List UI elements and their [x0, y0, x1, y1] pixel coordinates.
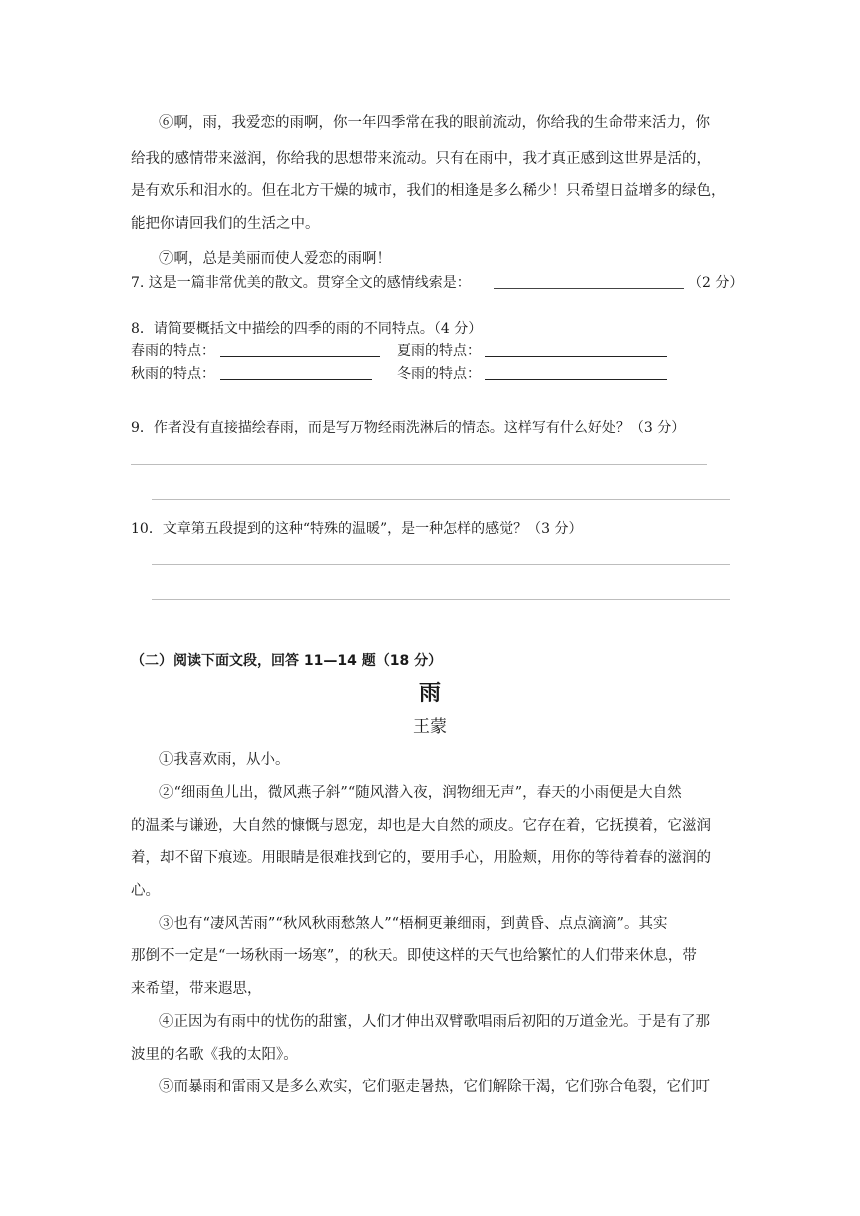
article-para1: ①我喜欢雨，从小。: [159, 752, 290, 768]
article-para3-line2: 那倒不一定是“一场秋雨一场寒”，的秋天。即使这样的天气也给繁忙的人们带来休息，带: [131, 948, 697, 964]
article-title: 雨: [418, 681, 441, 706]
article-para3-line1: ③也有“凄风苦雨”“秋风秋雨愁煞人”“梧桐更兼细雨，到黄昏、点点滴滴”。其实: [159, 916, 668, 932]
question-8: 8．请简要概括文中描绘的四季的雨的不同特点。（4 分）: [131, 321, 483, 337]
spring-rain-label: 春雨的特点：: [131, 343, 215, 359]
spring-rain-answer-line[interactable]: [220, 356, 380, 357]
para6-line4: 能把你请回我们的生活之中。: [131, 216, 320, 232]
question-9-answer-line-2[interactable]: [152, 499, 730, 500]
question-10-answer-line-2[interactable]: [152, 599, 730, 600]
question-7: [131, 272, 471, 292]
question-9-answer-line-1[interactable]: [131, 464, 707, 465]
question-7-answer-line[interactable]: [494, 288, 684, 289]
section-2-heading: （二）阅读下面文段，回答 11—14 题（18 分）: [131, 653, 443, 669]
winter-rain-answer-line[interactable]: [485, 379, 667, 380]
article-author: 王蒙: [413, 717, 447, 737]
para6-line3: 是有欢乐和泪水的。但在北方干燥的城市，我们的相逢是多么稀少！只希望日益增多的绿色，: [131, 183, 726, 199]
question-10: 10．文章第五段提到的这种“特殊的温暖”，是一种怎样的感觉？（3 分）: [131, 521, 583, 537]
article-para5-line1: ⑤而暴雨和雷雨又是多么欢实，它们驱走暑热，它们解除干渴，它们弥合龟裂，它们叮: [159, 1079, 710, 1095]
question-7-score: （2 分）: [688, 275, 744, 291]
autumn-rain-label: 秋雨的特点：: [131, 366, 215, 382]
question-9: 9．作者没有直接描绘春雨，而是写万物经雨洗淋后的情态。这样写有什么好处？（3 分）: [131, 420, 686, 436]
question-7-text: 7. 这是一篇非常优美的散文。贯穿全文的感情线索是：: [131, 275, 471, 291]
winter-rain-label: 冬雨的特点：: [397, 366, 481, 382]
summer-rain-answer-line[interactable]: [485, 356, 667, 357]
para7-line: ⑦啊，总是美丽而使人爱恋的雨啊！: [159, 251, 391, 267]
summer-rain-label: 夏雨的特点：: [397, 343, 481, 359]
article-para2-line2: 的温柔与谦逊，大自然的慷慨与恩宠，却也是大自然的顽皮。它存在着，它抚摸着，它滋润: [131, 818, 711, 834]
para6-line2: 给我的感情带来滋润，你给我的思想带来流动。只有在雨中，我才真正感到这世界是活的，: [131, 151, 711, 167]
question-10-answer-line-1[interactable]: [152, 564, 730, 565]
article-para2-line1: ②“细雨鱼儿出，微风燕子斜”“随风潜入夜，润物细无声”，春天的小雨便是大自然: [159, 785, 682, 801]
article-para2-line4: 心。: [131, 883, 160, 899]
article-para4-line2: 波里的名歌《我的太阳》。: [131, 1047, 298, 1063]
autumn-rain-answer-line[interactable]: [220, 379, 372, 380]
article-para3-line3: 来希望，带来遐思，: [131, 981, 262, 997]
article-para2-line3: 着，却不留下痕迹。用眼睛是很难找到它的，要用手心，用脸颊，用你的等待着春的滋润的: [131, 850, 711, 866]
para6-line1: ⑥啊，雨，我爱恋的雨啊，你一年四季常在我的眼前流动，你给我的生命带来活力，你: [159, 115, 710, 131]
article-para4-line1: ④正因为有雨中的忧伤的甜蜜，人们才伸出双臂歌唱雨后初阳的万道金光。于是有了那: [159, 1014, 710, 1030]
